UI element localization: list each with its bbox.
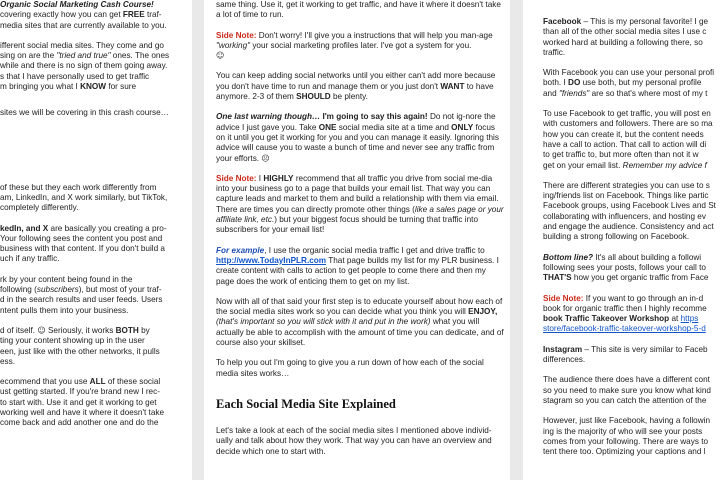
paragraph: [543, 109, 720, 171]
paragraph: [543, 375, 720, 406]
paragraph: [0, 377, 180, 428]
text: ing/friends list on Facebook. Things like partic: [543, 191, 709, 201]
text: It's all about building a followi: [595, 252, 702, 262]
document-page-left: [0, 0, 192, 480]
text: You can keep adding social networks until you either can't add more because you don't have time to run and manage them or you just don't: [216, 71, 496, 91]
text: get on your email list.: [543, 160, 621, 170]
paragraph: [0, 183, 180, 214]
paragraph: [216, 358, 506, 379]
text: by: [141, 325, 150, 335]
text: same thing. Use it, get it working to get traffic, and have it where it doesn't take a lot of time to run.: [216, 0, 501, 20]
text: rk by your content being found in the: [0, 274, 133, 284]
text: to start with. Use it and get it working to get: [0, 397, 157, 407]
text-bold: SHOULD: [296, 92, 331, 102]
text-bold: ONLY: [451, 122, 474, 132]
text: ing is the majority of who will see your posts: [543, 426, 703, 436]
text: collaborating with influencers, and hosting ev: [543, 211, 706, 221]
text: traf-: [147, 10, 162, 20]
text: , I use the organic social media traffic I get and drive traffic to: [264, 245, 485, 255]
text: while and there is no sign of them going away.: [0, 61, 168, 71]
text: following (: [0, 285, 37, 295]
text-bold: ENJOY,: [468, 307, 498, 317]
text: m bringing you what I: [0, 82, 78, 92]
text: media sites that are currently available to you.: [0, 20, 167, 30]
text-bold: DO: [568, 78, 581, 88]
paragraph: [0, 41, 180, 92]
text: een, just like with the other networks, it pulls: [0, 346, 160, 356]
text: how you can create it, but the content needs: [543, 129, 704, 139]
text: ting your content showing up in the user: [0, 336, 145, 346]
text-bold: Instagram: [543, 344, 583, 354]
text-italic: Remember my advice f: [622, 160, 707, 170]
text: – This is my personal favorite! I ge: [583, 17, 709, 26]
text: stagram so you can catch the attention of the: [543, 395, 707, 405]
text: than all of the other social media sites I use c: [543, 27, 707, 37]
text: sites we will be covering in this crash course…: [0, 108, 169, 118]
text: sing on are the: [0, 51, 55, 61]
text-italic: "tried and true": [56, 51, 111, 61]
side-note-paragraph: [216, 31, 506, 62]
text: uch if any traffic.: [0, 254, 60, 264]
side-note-label: Side Note:: [216, 30, 257, 40]
text: recommend that all traffic you drive from social me-dia into your business go to a page that builds your email list. That way you can capture leads and market to them and build a relationship with them via email. There are times you can directly promote other things (: [216, 173, 499, 214]
text: If you want to go through an in-d: [585, 293, 704, 303]
page-right-content: [543, 0, 720, 467]
text-italic: "working": [216, 40, 251, 50]
paragraph: [543, 17, 720, 58]
paragraph: [543, 68, 720, 99]
document-page-right: [523, 0, 720, 480]
side-note-paragraph: [216, 174, 506, 236]
course-title-fragment: Organic Social Marketing Cash Course!: [0, 0, 154, 9]
text: d of itself.: [0, 325, 36, 335]
text-bold-italic: Bottom line?: [543, 252, 594, 262]
text: covering exactly how you can get: [0, 10, 121, 20]
text: tent there too. Optimizing your captions and l: [543, 447, 706, 457]
text: am, LinkedIn, and X work similarly, but TikTok,: [0, 192, 168, 202]
text: Do not ig-nore the advice I just gave you. Take: [216, 112, 496, 132]
workshop-link[interactable]: https: [680, 314, 699, 324]
text: s that I have personally used to get traffic: [0, 71, 150, 81]
smile-emoji-icon: ☺: [216, 51, 225, 61]
text: how you get organic traffic from Face: [573, 273, 709, 283]
text: ntent pulls them into your business.: [0, 305, 129, 315]
text: – This site is very similar to Faceb: [584, 344, 708, 354]
text: at: [671, 314, 679, 324]
text: of these social: [107, 377, 161, 387]
side-note-label: Side Note:: [216, 173, 257, 183]
text: traffic.: [543, 47, 566, 57]
text: use both, but my personal profile: [582, 78, 702, 88]
text: That page builds my list for my PLR business. I create content with calls to action to get people to come there and then my page does the work of enticing them to get on my list.: [216, 255, 499, 286]
text: with customers and followers. There are so ma: [543, 119, 713, 129]
text-bold: ONE: [318, 122, 337, 132]
text: comes from your following. There are ways to: [543, 436, 709, 446]
text-bold: BOTH: [115, 325, 139, 335]
text-italic: like a sales page or your affiliate link, etc.: [216, 204, 504, 225]
text: to have anymore. 2-3 of them: [216, 81, 494, 102]
text: what you will actually be able to accomplish with the amount of time you can dedicate, and of course also your skillset.: [216, 317, 504, 348]
text: and: [543, 88, 557, 98]
text: However, just like Facebook, having a followin: [543, 416, 711, 426]
text: for sure: [108, 82, 137, 92]
text-bold: THAT'S: [543, 273, 572, 283]
spacer: [0, 129, 180, 183]
paragraph: [543, 416, 720, 457]
text: Let's take a look at each of the social media sites I mentioned above individ-ually and talk about how they work. That way you can have an overview and decide which one to start with.: [216, 425, 492, 456]
text: to get traffic to, but more often than not it w: [543, 150, 699, 160]
paragraph: [216, 426, 506, 457]
text: social media site at a time and: [338, 122, 449, 132]
side-note-label: Side Note:: [543, 293, 584, 303]
text-bold-italic: For example: [216, 245, 265, 255]
section-heading: Each Social Media Site Explained: [216, 396, 396, 411]
grimace-emoji-icon: ☹: [261, 153, 270, 163]
paragraph: [0, 224, 180, 265]
text: worked hard at building a following there, so: [543, 37, 703, 47]
page-left-content: [0, 0, 180, 439]
text: are basically you creating a pro-: [50, 223, 167, 233]
text: ones. The ones: [112, 51, 170, 61]
page-middle-content: [216, 0, 506, 467]
text: There are different strategies you can use to s: [543, 180, 710, 190]
text: ) but your biggest focus should be turning that traffic into subscribers for your email list!: [216, 215, 478, 235]
text-italic: subscribers: [36, 285, 79, 295]
text-bold: WANT: [440, 81, 465, 91]
paragraph: [0, 0, 180, 31]
text: To help you out I'm going to give you a run down of how each of the social media sites works…: [216, 358, 484, 378]
warning-paragraph: [216, 112, 506, 163]
paragraph: [0, 108, 180, 118]
text: ecommend that you use: [0, 377, 88, 387]
paragraph: [0, 275, 180, 316]
text-bold: ALL: [89, 377, 106, 387]
text: I: [258, 173, 262, 183]
text: ), but most of your traf-: [78, 285, 162, 295]
text-bold: kedIn, and X: [0, 223, 49, 233]
workshop-link-continued[interactable]: store/facebook-traffic-takeover-workshop-5-d: [543, 324, 706, 334]
text: be plenty.: [332, 92, 368, 102]
grin-emoji-icon: ☺: [37, 325, 46, 335]
paragraph: [216, 71, 506, 102]
document-page-middle: [204, 0, 510, 480]
text: business with that content. If you don't build a: [0, 244, 165, 254]
text: The audience there does have a different cont: [543, 375, 710, 385]
paragraph: [543, 181, 720, 243]
paragraph: [0, 326, 180, 367]
text: have a call to action. That call to action will di: [543, 139, 707, 149]
text-bold: KNOW: [80, 82, 107, 92]
paragraph: [216, 297, 506, 348]
text: book for organic traffic then I highly recomme: [543, 303, 707, 313]
text: ess.: [0, 356, 16, 366]
text: d in the search results and user feeds. Users: [0, 295, 163, 305]
side-note-paragraph: [543, 294, 720, 335]
text-italic: (that's important so you will stick with it and put in the work): [216, 317, 431, 327]
text-bold: Facebook: [543, 17, 582, 26]
text: focus on it until you get it working for you and you can manage it easily. Ignoring this advice will cause you to waste a bunch of time and never see any traffic from your efforts.: [216, 122, 499, 163]
text: come back and add another one and do the: [0, 418, 159, 428]
text: so you need to make sure you know what kind: [543, 385, 711, 395]
text: ifferent social media sites. They come and go: [0, 40, 164, 50]
text: following sees your posts, follows your call to: [543, 262, 706, 272]
text: are so that's where most of my t: [591, 88, 708, 98]
text: Seriously, it works: [47, 325, 114, 335]
text: To use Facebook to get traffic, you will post en: [543, 109, 711, 119]
text: Don't worry! I'll give you a instructions that will help you man-age: [258, 30, 493, 40]
paragraph: [216, 0, 506, 21]
text: Now with all of that said your first step is to educate yourself about how each of the social media sites work so you can decide what you think you will: [216, 296, 503, 317]
text: With Facebook you can use your personal profi: [543, 68, 715, 78]
text: and engage the audience. Consistency and act: [543, 222, 714, 232]
text-italic: "friends": [558, 88, 590, 98]
text: ust getting started. If you're brand new I rec-: [0, 387, 160, 397]
text-bold: HIGHLY: [263, 173, 294, 183]
paragraph: [216, 246, 506, 287]
text: of these but they each work differently from: [0, 182, 157, 192]
text: differences.: [543, 355, 586, 365]
text: Facebook groups, using Facebook Lives and St: [543, 201, 716, 211]
text-bold-italic: One last warning though…: [216, 112, 321, 122]
text-bold: book Traffic Takeover Workshop: [543, 314, 670, 324]
text: completely differently.: [0, 203, 79, 213]
text-bold: I'm going to say this again!: [322, 112, 428, 122]
text: building a strong following on Facebook.: [543, 232, 690, 242]
text-bold: FREE: [122, 10, 145, 20]
text: both. I: [543, 78, 566, 88]
paragraph: [543, 345, 720, 366]
todayinplr-link[interactable]: http://www.TodayInPLR.com: [216, 255, 327, 265]
text: your social marketing profiles later. I've got a system for you.: [252, 40, 472, 50]
paragraph: [543, 253, 720, 284]
text: Your following sees the content you post and: [0, 233, 163, 243]
text: working well and have it where it doesn't take: [0, 408, 165, 418]
